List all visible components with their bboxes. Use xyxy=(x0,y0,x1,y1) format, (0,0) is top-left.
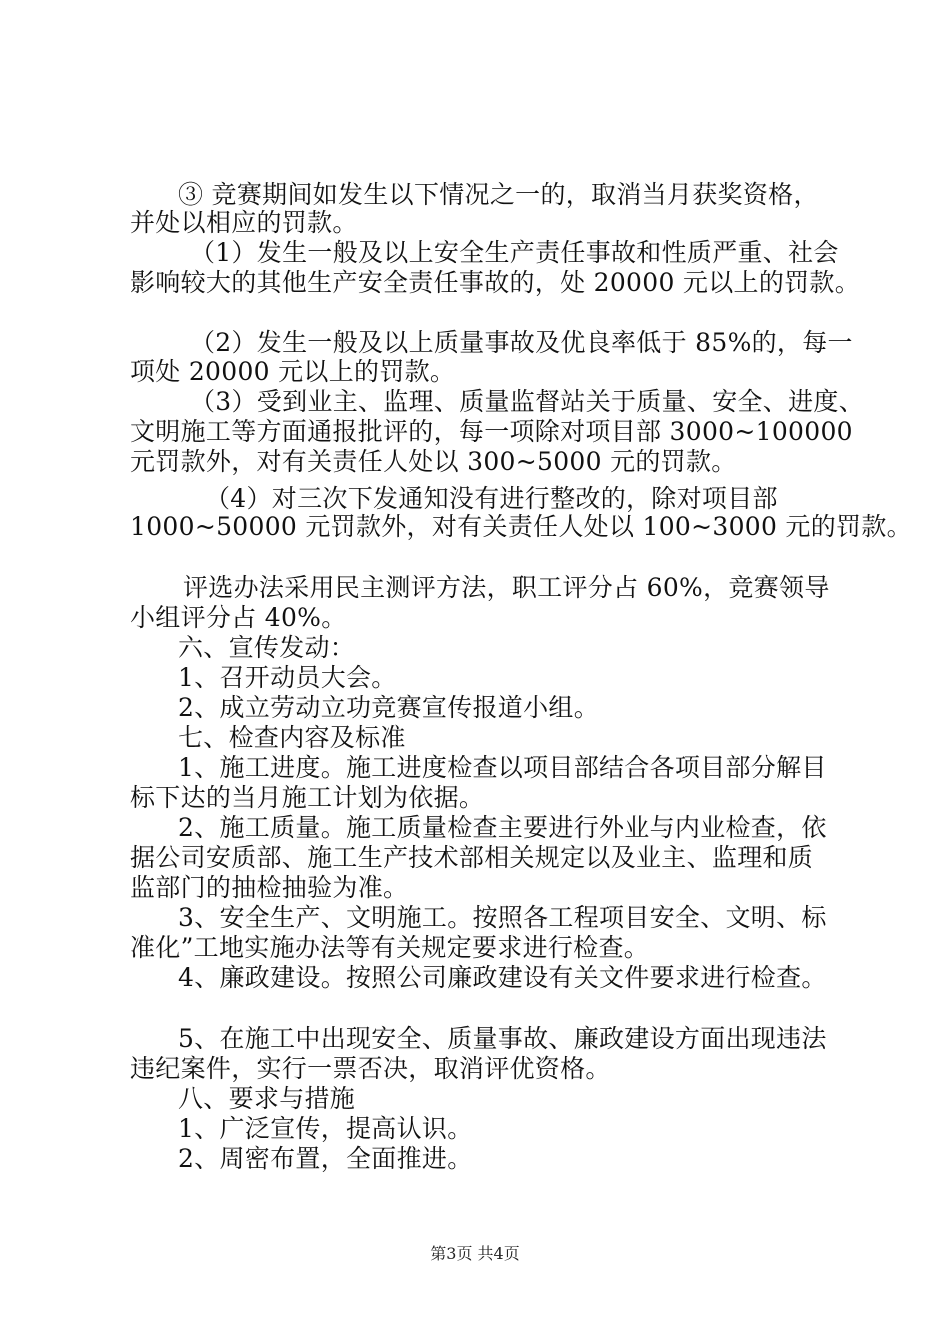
text-line: 1、施工进度。施工进度检查以项目部结合各项目部分解目 xyxy=(178,753,827,782)
text-line: （4）对三次下发通知没有进行整改的，除对项目部 xyxy=(205,484,778,513)
text-line: 监部门的抽检抽验为准。 xyxy=(130,873,409,902)
text-line: （3）受到业主、监理、质量监督站关于质量、安全、进度、 xyxy=(190,387,865,416)
text-line: 文明施工等方面通报批评的，每一项除对项目部 3000~100000 xyxy=(130,417,853,446)
text-line: 1、召开动员大会。 xyxy=(178,663,397,692)
text-line: 4、廉政建设。按照公司廉政建设有关文件要求进行检查。 xyxy=(178,963,827,992)
text-line: 1、广泛宣传，提高认识。 xyxy=(178,1114,473,1143)
section-heading: 六、宣传发动： xyxy=(178,633,356,662)
text-line: 2、周密布置，全面推进。 xyxy=(178,1144,473,1173)
text-line: 元罚款外，对有关责任人处以 300~5000 元的罚款。 xyxy=(130,447,737,476)
section-heading: 七、检查内容及标准 xyxy=(178,723,406,752)
text-line: 2、成立劳动立功竞赛宣传报道小组。 xyxy=(178,693,600,722)
text-line: 违纪案件，实行一票否决，取消评优资格。 xyxy=(130,1054,611,1083)
section-heading: 八、要求与措施 xyxy=(178,1084,356,1113)
text-line: 2、施工质量。施工质量检查主要进行外业与内业检查，依 xyxy=(178,813,827,842)
text-line: （1）发生一般及以上安全生产责任事故和性质严重、社会 xyxy=(190,238,839,267)
text-line: 据公司安质部、施工生产技术部相关规定以及业主、监理和质 xyxy=(130,843,814,872)
text-line: 5、在施工中出现安全、质量事故、廉政建设方面出现违法 xyxy=(178,1024,827,1053)
text-line: 3、安全生产、文明施工。按照各工程项目安全、文明、标 xyxy=(178,903,827,932)
text-line: 准化”工地实施办法等有关规定要求进行检查。 xyxy=(130,933,650,962)
text-line: 评选办法采用民主测评方法，职工评分占 60%，竞赛领导 xyxy=(183,573,830,602)
text-line: 小组评分占 40%。 xyxy=(130,603,347,632)
text-line: ③ 竞赛期间如发生以下情况之一的，取消当月获奖资格， xyxy=(178,180,819,209)
page-number-footer: 第3页 共4页 xyxy=(430,1244,520,1263)
text-line: 并处以相应的罚款。 xyxy=(130,208,358,237)
text-line: 1000~50000 元罚款外，对有关责任人处以 100~3000 元的罚款。 xyxy=(130,512,912,541)
text-line: 影响较大的其他生产安全责任事故的，处 20000 元以上的罚款。 xyxy=(130,268,861,297)
text-line: 项处 20000 元以上的罚款。 xyxy=(130,357,456,386)
text-line: 标下达的当月施工计划为依据。 xyxy=(130,783,485,812)
text-line: （2）发生一般及以上质量事故及优良率低于 85%的，每一 xyxy=(190,328,853,357)
